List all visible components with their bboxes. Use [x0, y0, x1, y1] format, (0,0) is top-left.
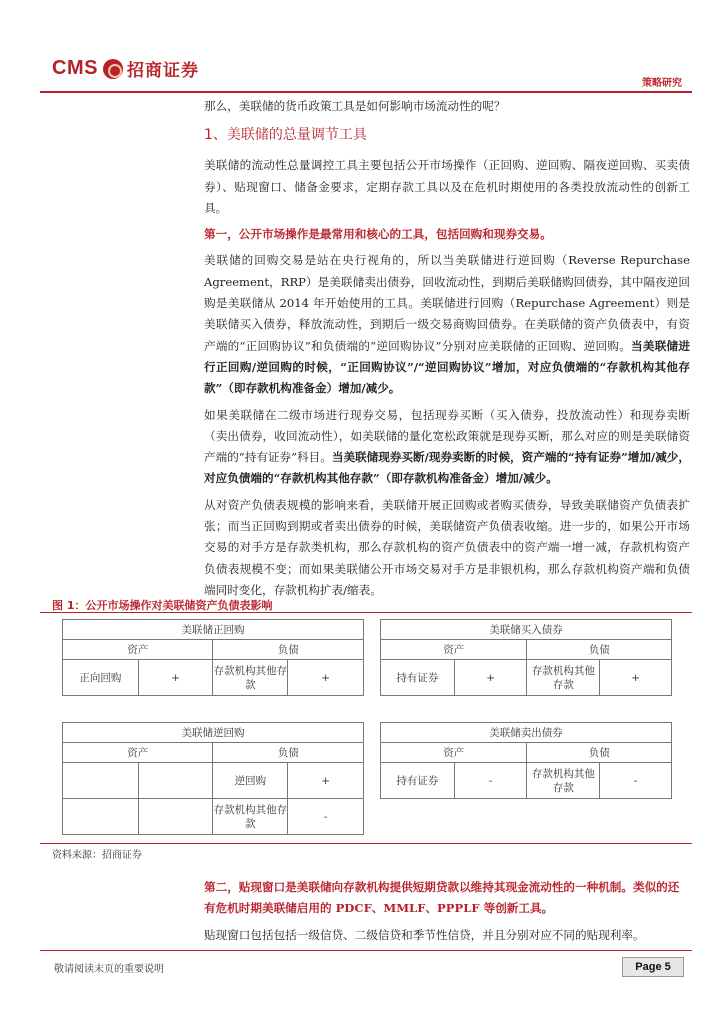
- asset-sign: -: [454, 763, 527, 799]
- intro-paragraph: 那么，美联储的货币政策工具是如何影响市场流动性的呢？: [204, 99, 506, 113]
- table-title: 美联储正回购: [63, 620, 364, 640]
- buy-bonds-table: [380, 619, 672, 696]
- asset-sign: +: [138, 660, 213, 696]
- first-point: 第一，公开市场操作是最常用和核心的工具，包括回购和现券交易。: [204, 227, 552, 242]
- assets-header: 资产: [381, 640, 527, 660]
- liability-sign: -: [288, 799, 364, 835]
- disclaimer-note: 敬请阅读末页的重要说明: [54, 964, 164, 975]
- liability-item: 存款机构其他存款: [213, 660, 288, 696]
- liability-item: 存款机构其他存款: [527, 660, 600, 696]
- source-divider: [40, 843, 692, 844]
- paragraph-3: [204, 405, 690, 490]
- asset-sign: +: [454, 660, 527, 696]
- page-number: Page 5: [622, 957, 684, 977]
- liability-sign: +: [600, 660, 672, 696]
- paragraph-2-bold: 当美联储进行正回购/逆回购的时候，“正回购协议”/“逆回购协议”增加，对应负债端的“存款机构其他存款”（即存款机构准备金）增加/减少。: [204, 338, 690, 396]
- liability-item: 存款机构其他存款: [527, 763, 600, 799]
- footer-divider: [40, 950, 692, 951]
- liability-sign: +: [288, 660, 364, 696]
- liabilities-header: 负债: [213, 743, 364, 763]
- bottom-text: [204, 877, 690, 951]
- logo-chinese: 招商证券: [126, 61, 199, 81]
- paragraph-4: 从对资产负债表规模的影响来看，美联储开展正回购或者购买债券，导致美联储资产负债表扩张；而当正回购到期或者卖出债券的时候，美联储资产负债表收缩。进一步的，如果公开市场交易的对手方是存款类机构，那么存款机构的资产负债表中的资产端一增一减，存款机构资产负债表规模不变；而如果美联储公开市场交易对手方是非银机构，那么存款机构资产端和负债端同时变化，存款机构扩表/缩表。: [204, 497, 690, 597]
- paragraph-3-text: 如果美联储在二级市场进行现券交易，包括现券买断（买入债券，投放流动性）和现券卖断（卖出债券，收回流动性），如美联储的量化宽松政策就是现券买断，那么对应的则是美联储资产端的“持有证券”科目。: [204, 407, 690, 465]
- reverse-repo-table: [62, 722, 364, 835]
- liabilities-header: 负债: [213, 640, 364, 660]
- repo-table: [62, 619, 364, 696]
- assets-header: 资产: [63, 743, 213, 763]
- liability-sign: -: [600, 763, 672, 799]
- asset-sign-empty: [138, 763, 213, 799]
- table-title: 美联储卖出债券: [381, 723, 672, 743]
- logo-emblem-icon: [103, 59, 123, 79]
- asset-item: 持有证券: [381, 763, 455, 799]
- liability-item: 存款机构其他存款: [213, 799, 288, 835]
- cms-logo: [52, 56, 199, 81]
- asset-item: 持有证券: [381, 660, 455, 696]
- liability-sign: +: [288, 763, 364, 799]
- assets-header: 资产: [381, 743, 527, 763]
- asset-item-empty: [63, 799, 139, 835]
- figure-title: 图 1：公开市场操作对美联储资产负债表影响: [52, 599, 273, 612]
- page-header: [40, 42, 692, 92]
- section-heading: 1、美联储的总量调节工具: [204, 127, 367, 144]
- paragraph-1: 美联储的流动性总量调控工具主要包括公开市场操作（正回购、逆回购、隔夜逆回购、买卖债券）、贴现窗口、储备金要求，定期存款工具以及在危机时期使用的各类投放流动性的创新工具。: [204, 158, 690, 215]
- asset-sign-empty: [138, 799, 213, 835]
- table-title: 美联储逆回购: [63, 723, 364, 743]
- paragraph-2: [204, 250, 690, 399]
- asset-item: 正向回购: [63, 660, 139, 696]
- header-divider: [40, 91, 692, 93]
- assets-header: 资产: [63, 640, 213, 660]
- sell-bonds-table: [380, 722, 672, 799]
- paragraph-2-text: 美联储的回购交易是站在央行视角的，所以当美联储进行逆回购（Reverse Repurchase Agreement，RRP）是美联储卖出债券，回收流动性，到期后美联储购回债券，其中隔夜逆回购是美联储从 2014 年开始使用的工具。美联储进行回购（Repurchase Agreement）则是美联储买入债券，释放流动性，到期后一级交易商购回债券。在美联储的资产负债表中，有资产端的“正回购协议”和负债端的“逆回购协议”分别对应美联储的正回购、逆回购。: [204, 253, 690, 353]
- figure-divider: [40, 612, 692, 613]
- second-point: 第二，贴现窗口是美联储向存款机构提供短期贷款以维持其现金流动性的一种机制。类似的还有危机时期美联储启用的 PDCF、MMLF、PPPLF 等创新工具。: [204, 880, 680, 916]
- figure-source: 资料来源：招商证券: [52, 850, 142, 861]
- liabilities-header: 负债: [527, 743, 672, 763]
- paragraph-3-bold: 当美联储现券买断/现券卖断的时候，资产端的“持有证券”增加/减少，对应负债端的“存款机构其他存款”（即存款机构准备金）增加/减少。: [204, 450, 690, 486]
- table-title: 美联储买入债券: [381, 620, 672, 640]
- section-label: 策略研究: [642, 78, 682, 89]
- paragraph-5: 贴现窗口包括包括一级信贷、二级信贷和季节性信贷，并且分别对应不同的贴现利率。: [204, 927, 645, 942]
- main-text: [204, 96, 690, 606]
- liabilities-header: 负债: [527, 640, 672, 660]
- liability-item: 逆回购: [213, 763, 288, 799]
- asset-item-empty: [63, 763, 139, 799]
- logo-latin: CMS: [52, 57, 98, 79]
